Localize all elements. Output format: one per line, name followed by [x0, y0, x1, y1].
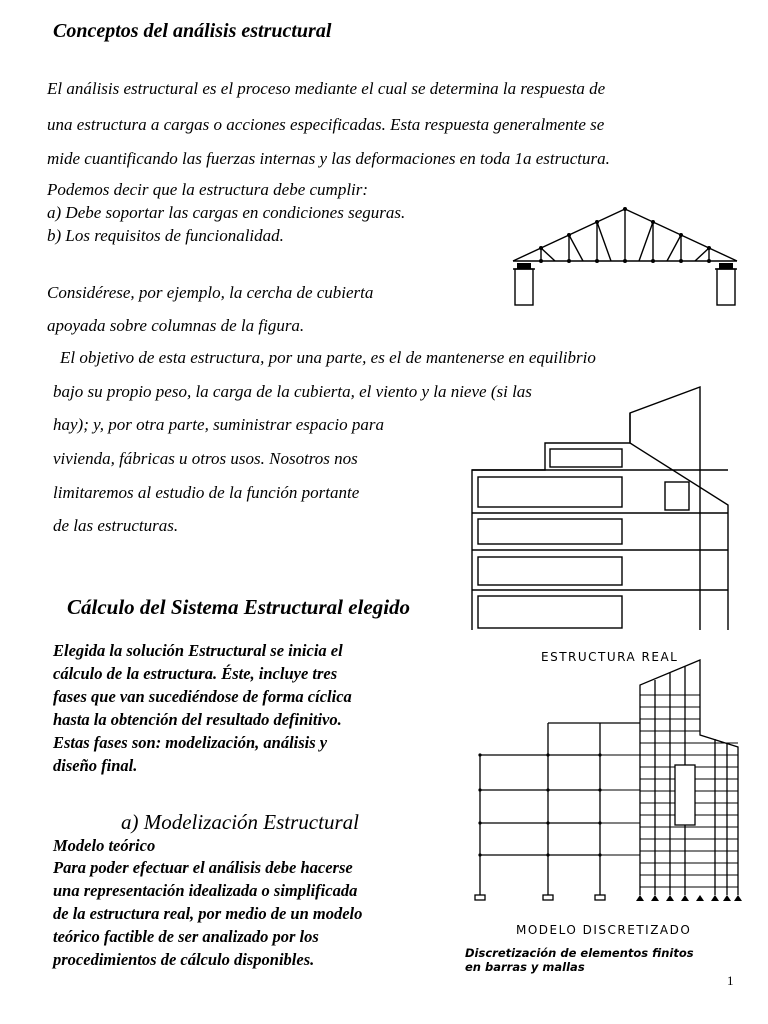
- objective-line: de las estructuras.: [53, 516, 179, 535]
- requirement-b: b) Los requisitos de funcionalidad.: [47, 226, 284, 245]
- figure-caption: en barras y mallas: [465, 959, 585, 974]
- page-title: Conceptos del análisis estructural: [53, 20, 332, 42]
- section-line: procedimientos de cálculo disponibles.: [53, 950, 315, 969]
- section-line: una representación idealizada o simplificada: [53, 881, 358, 900]
- section-line: de la estructura real, por medio de un modelo: [53, 904, 363, 923]
- section-line: fases que van sucediéndose de forma cíclica: [53, 687, 352, 706]
- section-line: Elegida la solución Estructural se inicia el: [53, 641, 343, 660]
- building-elevation-figure: [470, 385, 755, 630]
- objective-line: limitaremos al estudio de la función portante: [53, 483, 360, 502]
- requirements-intro: Podemos decir que la estructura debe cumplir:: [47, 180, 369, 199]
- section-line: cálculo de la estructura. Éste, incluye tres: [53, 664, 338, 683]
- intro-line: una estructura a cargas o acciones especificadas. Esta respuesta generalmente se: [47, 115, 605, 134]
- section-line: teórico factible de ser analizado por los: [53, 927, 319, 946]
- section-line: Estas fases son: modelización, análisis y: [53, 733, 328, 752]
- figure-label-model: MODELO DISCRETIZADO: [516, 923, 692, 937]
- discretized-model-figure: [470, 655, 755, 910]
- section-line: hasta la obtención del resultado definitivo.: [53, 710, 342, 729]
- roof-truss-figure: [505, 205, 750, 310]
- page-number: 1: [727, 973, 734, 988]
- objective-line: bajo su propio peso, la carga de la cubierta, el viento y la nieve (si las: [53, 382, 532, 401]
- example-line: Considérese, por ejemplo, la cercha de cubierta: [47, 283, 374, 302]
- intro-line: mide cuantificando las fuerzas internas y las deformaciones en toda 1a estructura.: [47, 149, 610, 168]
- section-heading: a) Modelización Estructural: [121, 810, 359, 834]
- example-line: apoyada sobre columnas de la figura.: [47, 316, 305, 335]
- figure-caption: Discretización de elementos finitos: [465, 945, 694, 960]
- objective-line: vivienda, fábricas u otros usos. Nosotros nos: [53, 449, 358, 468]
- section-subheading: Modelo teórico: [53, 836, 156, 855]
- section-line: diseño final.: [53, 756, 138, 775]
- section-line: Para poder efectuar el análisis debe hacerse: [53, 858, 353, 877]
- requirement-a: a) Debe soportar las cargas en condiciones seguras.: [47, 203, 406, 222]
- objective-line: hay); y, por otra parte, suministrar espacio para: [53, 415, 385, 434]
- section-heading: Cálculo del Sistema Estructural elegido: [67, 595, 411, 619]
- objective-line: El objetivo de esta estructura, por una parte, es el de mantenerse en equilibrio: [60, 348, 596, 367]
- figure-label-real: ESTRUCTURA REAL: [541, 650, 679, 664]
- intro-line: El análisis estructural es el proceso mediante el cual se determina la respuesta de: [47, 79, 606, 98]
